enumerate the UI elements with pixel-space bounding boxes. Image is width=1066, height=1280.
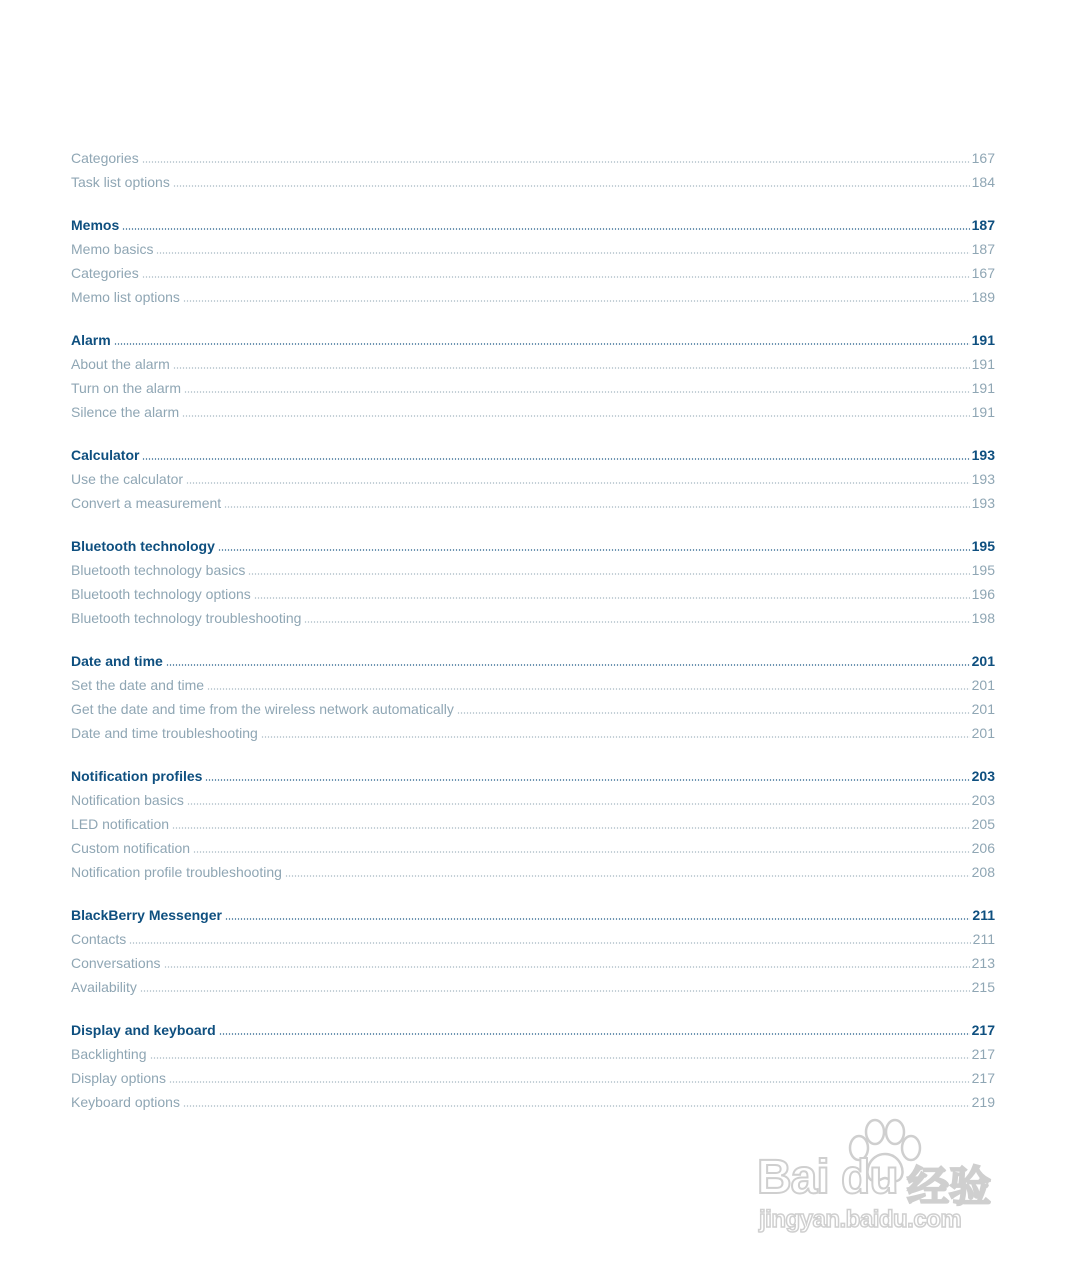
toc-entry-title: Bluetooth technology options (71, 585, 251, 602)
dot-leader (183, 290, 970, 302)
dot-leader (304, 611, 969, 623)
toc-entry-page-number: 203 (971, 791, 995, 808)
toc-entry-page-number: 201 (971, 676, 995, 693)
toc-entry-page-number: 196 (971, 585, 995, 602)
toc-entry[interactable] (71, 401, 995, 425)
dot-leader (156, 242, 969, 254)
toc-entry-page-number: 206 (971, 839, 995, 856)
toc-entry[interactable] (71, 976, 995, 1000)
toc-entry-title: Memo list options (71, 288, 180, 305)
dot-leader (224, 496, 969, 508)
dot-leader (114, 333, 970, 345)
toc-entry[interactable] (71, 559, 995, 583)
dot-leader (248, 563, 969, 575)
toc-heading-title: Date and time (71, 653, 163, 670)
toc-entry-title: LED notification (71, 815, 170, 832)
dot-leader (164, 956, 970, 968)
toc-entry[interactable] (71, 353, 995, 377)
toc-entry[interactable] (71, 468, 995, 492)
dot-leader (129, 932, 970, 944)
toc-entry-page-number: 201 (971, 724, 995, 741)
toc-entry[interactable] (71, 952, 995, 976)
toc-entry-page-number: 193 (971, 494, 995, 511)
dot-leader (193, 841, 970, 853)
toc-entry-page-number: 195 (971, 562, 995, 579)
toc-entry-title: Set the date and time (71, 676, 205, 693)
dot-leader (182, 405, 969, 417)
dot-leader (166, 654, 970, 666)
toc-heading-page-number: 217 (971, 1021, 995, 1038)
toc-heading-page-number: 191 (971, 332, 995, 349)
dot-leader (219, 1023, 970, 1035)
toc-heading[interactable] (71, 904, 995, 928)
dot-leader (225, 908, 970, 920)
toc-entry-title: Silence the alarm (71, 403, 180, 420)
toc-heading-title: BlackBerry Messenger (71, 906, 222, 923)
toc-entry-title: Notification profile troubleshooting (71, 863, 282, 880)
dot-leader (184, 381, 970, 393)
toc-entry-page-number: 191 (971, 379, 995, 396)
toc-heading[interactable] (71, 1019, 995, 1043)
dot-leader (142, 448, 969, 460)
toc-section (71, 214, 995, 310)
toc-entry-page-number: 187 (971, 241, 995, 258)
toc-entry-title: Date and time troubleshooting (71, 724, 258, 741)
table-of-contents (71, 147, 995, 1134)
toc-entry-page-number: 205 (971, 815, 995, 832)
toc-entry[interactable] (71, 837, 995, 861)
toc-entry-page-number: 213 (971, 954, 995, 971)
toc-heading-page-number: 195 (971, 538, 995, 555)
toc-entry-title: Task list options (71, 173, 170, 190)
toc-entry-page-number: 191 (971, 356, 995, 373)
toc-entry-title: Memo basics (71, 241, 154, 258)
dot-leader (142, 266, 970, 278)
toc-entry-page-number: 198 (971, 609, 995, 626)
toc-entry-title: Convert a measurement (71, 494, 222, 511)
toc-section (71, 904, 995, 1000)
toc-entry-page-number: 189 (971, 288, 995, 305)
toc-heading-page-number: 201 (971, 653, 995, 670)
toc-heading-title: Alarm (71, 332, 111, 349)
toc-entry-page-number: 208 (971, 863, 995, 880)
toc-entry-title: Custom notification (71, 839, 191, 856)
toc-entry[interactable] (71, 861, 995, 885)
toc-entry[interactable] (71, 171, 995, 195)
dot-leader (183, 1095, 970, 1107)
toc-heading-page-number: 203 (971, 768, 995, 785)
dot-leader (140, 980, 970, 992)
dot-leader (173, 357, 970, 369)
toc-heading-title: Memos (71, 217, 120, 234)
dot-leader (285, 865, 970, 877)
toc-entry[interactable] (71, 238, 995, 262)
toc-entry-title: Contacts (71, 930, 127, 947)
toc-heading-page-number: 187 (971, 217, 995, 234)
toc-entry[interactable] (71, 262, 995, 286)
toc-heading[interactable] (71, 650, 995, 674)
dot-leader (173, 175, 970, 187)
toc-entry-page-number: 167 (971, 264, 995, 281)
toc-entry-page-number: 217 (971, 1069, 995, 1086)
toc-entry-page-number: 215 (971, 978, 995, 995)
toc-entry[interactable] (71, 698, 995, 722)
toc-entry[interactable] (71, 377, 995, 401)
toc-entry-page-number: 211 (972, 930, 995, 947)
toc-entry-title: Bluetooth technology basics (71, 562, 246, 579)
toc-entry[interactable] (71, 1067, 995, 1091)
toc-entry-title: Conversations (71, 954, 161, 971)
toc-section (71, 1019, 995, 1115)
dot-leader (169, 1071, 970, 1083)
watermark-url: jingyan.baidu.com (759, 1206, 962, 1233)
toc-entry[interactable] (71, 147, 995, 171)
toc-entry[interactable] (71, 813, 995, 837)
toc-heading[interactable] (71, 214, 995, 238)
toc-section (71, 444, 995, 516)
dot-leader (218, 539, 970, 551)
toc-section (71, 329, 995, 425)
dot-leader (207, 678, 970, 690)
dot-leader (186, 472, 970, 484)
toc-entry-page-number: 191 (971, 403, 995, 420)
toc-entry[interactable] (71, 492, 995, 516)
toc-entry-page-number: 193 (971, 470, 995, 487)
toc-heading-page-number: 193 (971, 447, 995, 464)
toc-entry-title: Bluetooth technology troubleshooting (71, 609, 302, 626)
dot-leader (205, 769, 969, 781)
dot-leader (142, 151, 970, 163)
toc-entry[interactable] (71, 722, 995, 746)
toc-heading[interactable] (71, 444, 995, 468)
baidu-jingyan-watermark (755, 1118, 1005, 1243)
toc-entry-title: Keyboard options (71, 1093, 180, 1110)
toc-heading[interactable] (71, 329, 995, 353)
dot-leader (457, 702, 970, 714)
toc-entry-title: Backlighting (71, 1045, 147, 1062)
toc-entry-title: Turn on the alarm (71, 379, 181, 396)
toc-entry-page-number: 201 (971, 700, 995, 717)
toc-entry[interactable] (71, 583, 995, 607)
toc-entry-page-number: 167 (971, 150, 995, 166)
toc-heading-title: Notification profiles (71, 768, 203, 785)
toc-section (71, 535, 995, 631)
dot-leader (172, 817, 970, 829)
toc-entry[interactable] (71, 607, 995, 631)
toc-section (71, 650, 995, 746)
toc-entry[interactable] (71, 1043, 995, 1067)
dot-leader (187, 793, 970, 805)
toc-entry[interactable] (71, 928, 995, 952)
dot-leader (122, 218, 969, 230)
toc-entry[interactable] (71, 1091, 995, 1115)
toc-heading-page-number: 211 (972, 906, 995, 923)
toc-entry-title: Categories (71, 150, 139, 166)
toc-entry-page-number: 184 (971, 173, 995, 190)
watermark-brand: Bai du (757, 1151, 898, 1204)
toc-heading[interactable] (71, 535, 995, 559)
toc-entry-title: Notification basics (71, 791, 184, 808)
toc-entry-title: Use the calculator (71, 470, 184, 487)
dot-leader (261, 726, 970, 738)
toc-entry-page-number: 219 (971, 1093, 995, 1110)
toc-entry-title: Categories (71, 264, 139, 281)
toc-entry[interactable] (71, 674, 995, 698)
toc-entry-title: About the alarm (71, 356, 170, 373)
toc-entry-title: Get the date and time from the wireless network automatically (71, 700, 454, 717)
toc-entry-page-number: 217 (971, 1045, 995, 1062)
toc-section (71, 765, 995, 884)
toc-entry[interactable] (71, 789, 995, 813)
toc-heading[interactable] (71, 765, 995, 789)
toc-section (71, 147, 995, 195)
watermark-chinese: 经验 (907, 1163, 992, 1210)
toc-entry-title: Display options (71, 1069, 166, 1086)
toc-heading-title: Display and keyboard (71, 1021, 216, 1038)
toc-entry-title: Availability (71, 978, 137, 995)
toc-heading-title: Calculator (71, 447, 140, 464)
toc-entry[interactable] (71, 286, 995, 310)
dot-leader (150, 1047, 970, 1059)
toc-heading-title: Bluetooth technology (71, 538, 215, 555)
dot-leader (254, 587, 970, 599)
